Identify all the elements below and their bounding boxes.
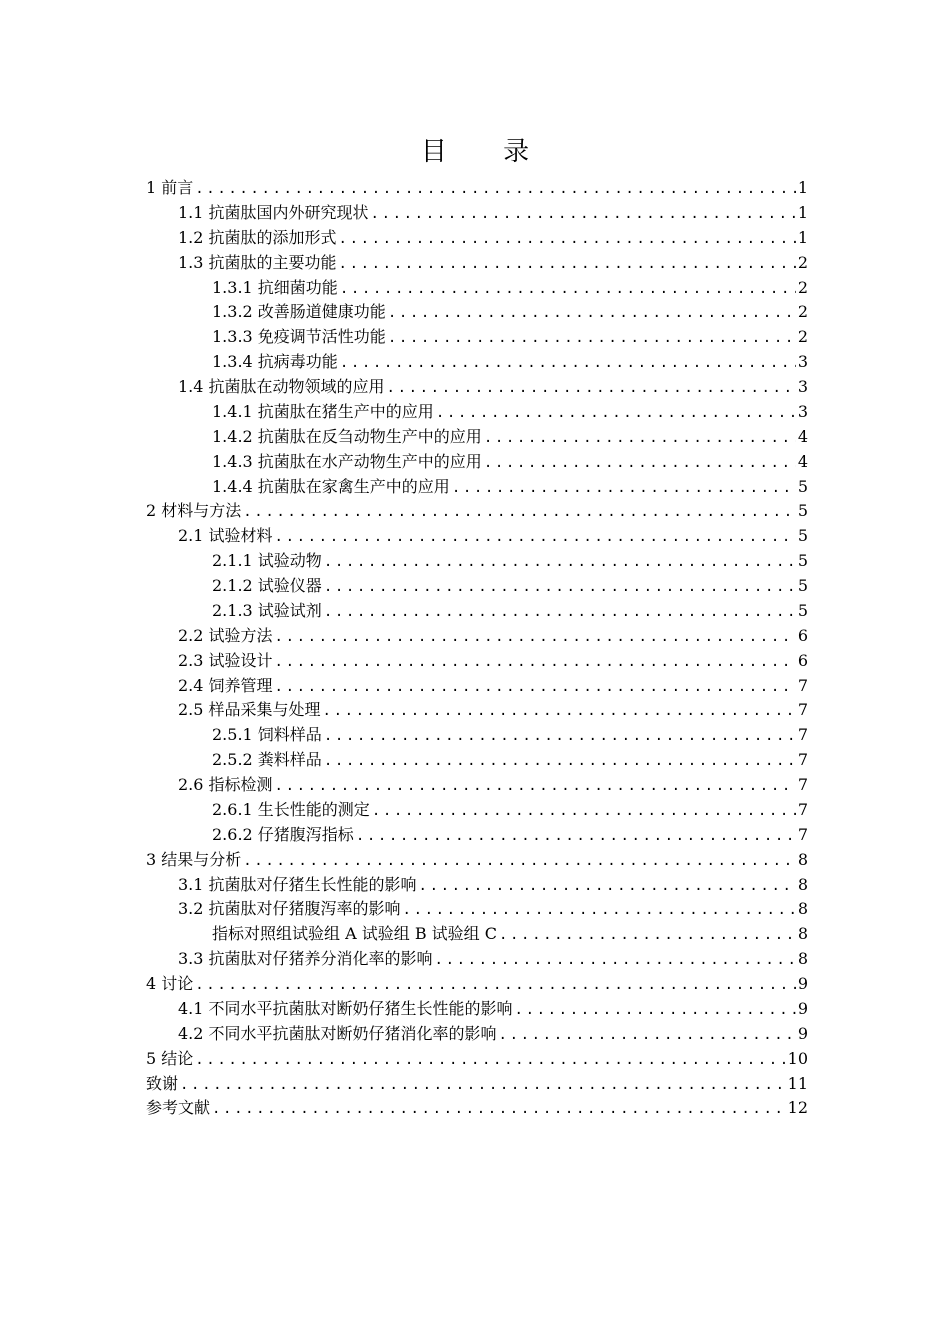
toc-entry[interactable] (146, 201, 808, 226)
toc-entry-label: 2.1.1 试验动物 (212, 551, 322, 571)
leader-dots (499, 923, 796, 948)
toc-entry[interactable] (146, 549, 808, 574)
toc-entry-label: 1.1 抗菌肽国内外研究现状 (178, 202, 369, 222)
toc-entry-label: 1.4.4 抗菌肽在家禽生产中的应用 (212, 476, 450, 496)
toc-entry-label: 1.4.3 抗菌肽在水产动物生产中的应用 (212, 451, 482, 471)
toc-entry-page: 8 (797, 949, 808, 969)
leader-dots (195, 177, 796, 202)
toc-entry-label: 2.5 样品采集与处理 (178, 700, 321, 720)
toc-entry[interactable] (146, 1072, 808, 1097)
toc-entry-label: 指标对照组试验组 A 试验组 B 试验组 C (212, 924, 497, 944)
toc-entry-page: 7 (797, 775, 808, 794)
leader-dots (340, 277, 796, 302)
toc-entry[interactable] (146, 1096, 808, 1121)
toc-entry-page: 6 (797, 625, 808, 645)
toc-entry-page: 8 (797, 924, 808, 944)
toc-entry-page: 6 (797, 650, 808, 670)
leader-dots (212, 1097, 786, 1122)
leader-dots (243, 849, 796, 874)
toc-entry[interactable] (146, 176, 808, 201)
toc-entry-label: 2.2 试验方法 (178, 625, 273, 645)
toc-entry-label: 2.1.3 试验试剂 (212, 600, 322, 620)
toc-entry-page: 5 (797, 576, 808, 595)
toc-entry[interactable] (146, 375, 808, 400)
leader-dots (195, 1048, 785, 1073)
toc-entry-label: 1.2 抗菌肽的添加形式 (178, 227, 337, 247)
toc-entry[interactable] (146, 300, 808, 325)
toc-entry-page: 3 (797, 401, 808, 421)
leader-dots (324, 749, 796, 774)
toc-entry-label: 致谢 (146, 1073, 179, 1093)
toc-entry-page: 1 (797, 178, 808, 197)
toc-entry[interactable] (146, 475, 808, 500)
toc-entry-page: 3 (797, 352, 808, 372)
toc-entry[interactable] (146, 723, 808, 748)
toc-entry[interactable] (146, 748, 808, 773)
toc-entry-label: 1.3.4 抗病毒功能 (212, 352, 338, 372)
toc-entry[interactable] (146, 499, 808, 524)
leader-dots (499, 1023, 796, 1048)
leader-dots (243, 500, 796, 525)
toc-entry-page: 5 (797, 551, 808, 571)
leader-dots (275, 774, 796, 799)
leader-dots (275, 525, 796, 550)
toc-entry[interactable] (146, 848, 808, 873)
leader-dots (436, 401, 796, 426)
toc-entry-label: 2.1 试验材料 (178, 526, 273, 546)
leader-dots (339, 227, 796, 252)
toc-entry-label: 5 结论 (146, 1048, 194, 1068)
toc-entry-page: 10 (787, 1048, 808, 1068)
toc-entry-label: 参考文献 (146, 1098, 211, 1118)
toc-entry[interactable] (146, 1022, 808, 1047)
toc-entry-page: 4 (797, 426, 808, 446)
leader-dots (275, 650, 796, 675)
toc-entry[interactable] (146, 897, 808, 922)
toc-entry[interactable] (146, 350, 808, 375)
toc-entry[interactable] (146, 325, 808, 350)
toc-entry-label: 2.4 饲养管理 (178, 675, 273, 695)
toc-entry-label: 2.6.1 生长性能的测定 (212, 799, 370, 819)
toc-entry-label: 1.3.2 改善肠道健康功能 (212, 302, 386, 322)
leader-dots (388, 301, 796, 326)
toc-entry[interactable] (146, 698, 808, 723)
leader-dots (403, 898, 796, 923)
leader-dots (324, 724, 796, 749)
toc-entry-label: 2.5.2 粪料样品 (212, 750, 322, 770)
toc-entry-label: 4 讨论 (146, 974, 194, 993)
toc-entry-label: 2.5.1 饲料样品 (212, 725, 322, 745)
toc-entry-page: 5 (797, 476, 808, 496)
toc-entry-label: 2.1.2 试验仪器 (212, 576, 322, 595)
toc-entry-label: 4.1 不同水平抗菌肽对断奶仔猪生长性能的影响 (178, 998, 513, 1018)
toc-entry-page: 2 (797, 302, 808, 322)
leader-dots (195, 973, 796, 998)
table-of-contents (146, 176, 808, 1121)
toc-entry-label: 1.4 抗菌肽在动物领域的应用 (178, 377, 385, 396)
toc-entry-label: 1.3.3 免疫调节活性功能 (212, 327, 386, 347)
toc-entry-label: 2.3 试验设计 (178, 650, 273, 670)
toc-entry-page: 2 (797, 327, 808, 347)
toc-entry-page: 7 (797, 824, 808, 844)
toc-entry-label: 1 前言 (146, 178, 194, 197)
toc-entry-label: 1.3 抗菌肽的主要功能 (178, 252, 337, 272)
toc-entry[interactable] (146, 226, 808, 251)
toc-entry[interactable] (146, 276, 808, 301)
leader-dots (324, 575, 796, 600)
leader-dots (339, 252, 796, 277)
toc-entry-page: 8 (797, 874, 808, 894)
toc-entry-label: 1.3.1 抗细菌功能 (212, 277, 338, 297)
leader-dots (275, 675, 796, 700)
toc-entry-page: 7 (797, 700, 808, 720)
leader-dots (388, 326, 796, 351)
toc-entry-page: 8 (797, 849, 808, 869)
leader-dots (324, 550, 796, 575)
toc-entry-page: 7 (797, 675, 808, 695)
toc-entry[interactable] (146, 450, 808, 475)
toc-entry[interactable] (146, 947, 808, 972)
toc-entry-page: 1 (797, 202, 808, 222)
toc-entry[interactable] (146, 997, 808, 1022)
toc-entry-label: 4.2 不同水平抗菌肽对断奶仔猪消化率的影响 (178, 1023, 497, 1043)
toc-entry[interactable] (146, 798, 808, 823)
toc-entry[interactable] (146, 972, 808, 997)
toc-entry-label: 3 结果与分析 (146, 849, 242, 869)
toc-entry-page: 7 (797, 725, 808, 745)
toc-entry-label: 3.2 抗菌肽对仔猪腹泻率的影响 (178, 899, 401, 919)
leader-dots (323, 699, 796, 724)
toc-entry-page: 2 (797, 277, 808, 297)
toc-entry[interactable] (146, 425, 808, 450)
leader-dots (484, 426, 796, 451)
toc-title: 目 录 (420, 137, 554, 167)
toc-entry-page: 7 (797, 750, 808, 770)
toc-entry[interactable] (146, 524, 808, 549)
leader-dots (372, 799, 796, 824)
leader-dots (387, 376, 796, 401)
leader-dots (435, 948, 796, 973)
leader-dots (484, 451, 796, 476)
toc-entry-page: 12 (787, 1098, 808, 1118)
toc-entry-page: 5 (797, 501, 808, 521)
toc-entry[interactable] (146, 251, 808, 276)
toc-entry-page: 3 (797, 377, 808, 396)
toc-entry-label: 3.1 抗菌肽对仔猪生长性能的影响 (178, 874, 417, 894)
toc-entry-label: 1.4.1 抗菌肽在猪生产中的应用 (212, 401, 434, 421)
toc-entry[interactable] (146, 773, 808, 798)
leader-dots (340, 351, 796, 376)
toc-entry[interactable] (146, 823, 808, 848)
toc-entry[interactable] (146, 1047, 808, 1072)
toc-entry-page: 4 (797, 451, 808, 471)
leader-dots (419, 874, 796, 899)
toc-entry-label: 2 材料与方法 (146, 501, 242, 521)
toc-entry-page: 5 (797, 526, 808, 546)
leader-dots (371, 202, 796, 227)
leader-dots (515, 998, 796, 1023)
toc-entry-label: 2.6 指标检测 (178, 775, 273, 794)
toc-entry[interactable] (146, 400, 808, 425)
toc-entry-label: 3.3 抗菌肽对仔猪养分消化率的影响 (178, 949, 433, 969)
leader-dots (324, 600, 796, 625)
toc-entry[interactable] (146, 599, 808, 624)
toc-entry[interactable] (146, 624, 808, 649)
toc-entry[interactable] (146, 649, 808, 674)
toc-entry-page: 9 (797, 974, 808, 993)
toc-entry-label: 1.4.2 抗菌肽在反刍动物生产中的应用 (212, 426, 482, 446)
toc-entry-page: 9 (797, 998, 808, 1018)
toc-entry-page: 5 (797, 600, 808, 620)
toc-entry-page: 2 (797, 252, 808, 272)
toc-entry-page: 11 (787, 1073, 808, 1093)
leader-dots (452, 476, 796, 501)
toc-entry[interactable] (146, 574, 808, 599)
leader-dots (180, 1073, 786, 1098)
toc-entry[interactable] (146, 922, 808, 947)
leader-dots (275, 625, 796, 650)
toc-entry-page: 9 (797, 1023, 808, 1043)
toc-entry-page: 8 (797, 899, 808, 919)
toc-entry-page: 7 (797, 799, 808, 819)
toc-entry[interactable] (146, 674, 808, 699)
toc-entry-label: 2.6.2 仔猪腹泻指标 (212, 824, 354, 844)
toc-entry[interactable] (146, 873, 808, 898)
toc-entry-page: 1 (797, 227, 808, 247)
leader-dots (356, 824, 796, 849)
